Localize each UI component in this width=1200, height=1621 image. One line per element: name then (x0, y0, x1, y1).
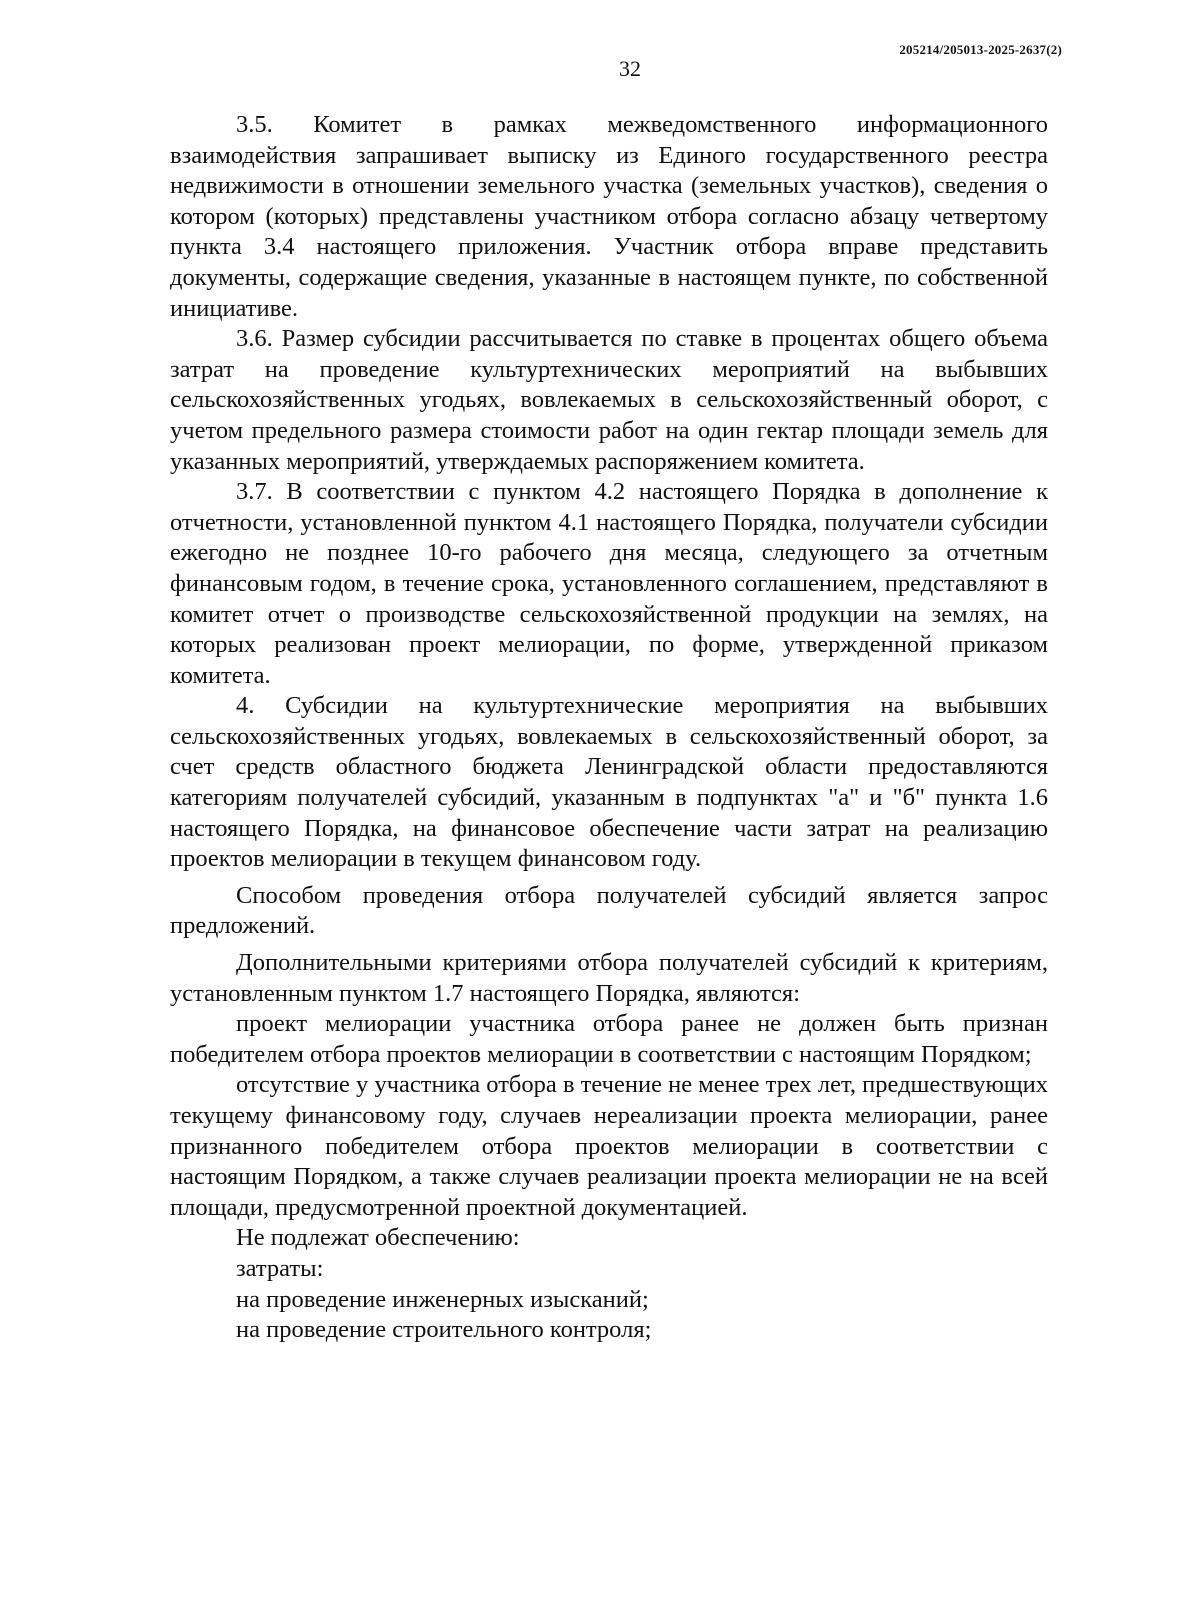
paragraph-criterion-2: отсутствие у участника отбора в течение не менее трех лет, предшествующих текущему финансовому году, случаев нереализации проекта мелиорации, ранее признанного победителем отбора проектов мелиорации в соответствии с настоящим Порядком, а также случаев реализации проекта мелиорации не на всей площади, предусмотренной проектной документацией. (170, 1071, 1048, 1221)
paragraph-3-7: 3.7. В соответствии с пунктом 4.2 настоящего Порядка в дополнение к отчетности, установленной пунктом 4.1 настоящего Порядка, получатели субсидии ежегодно не позднее 10-го рабочего дня месяца, следующего за отчетным финансовым годом, в течение срока, установленного соглашением, представляют в комитет отчет о производстве сельскохозяйственной продукции на землях, на которых реализован проект мелиорации, по форме, утвержденной приказом комитета. (170, 478, 1048, 689)
paragraph-engineering-surveys: на проведение инженерных изысканий; (236, 1285, 649, 1313)
document-reference-number: 205214/205013-2025-2637(2) (899, 42, 1062, 57)
paragraph-selection-method: Способом проведения отбора получателей субсидий является запрос предложений. (170, 881, 1048, 940)
paragraph-3-5: 3.5. Комитет в рамках межведомственного информационного взаимодействия запрашивает выписку из Единого государственного реестра недвижимости в отношении земельного участка (земельных участков), сведения о котором (которых) представлены участником отбора согласно абзацу четвертому пункта 3.4 настоящего приложения. Участник отбора вправе представить документы, содержащие сведения, указанные в настоящем пункте, по собственной инициативе. (170, 111, 1048, 322)
paragraph-costs: затраты: (236, 1254, 324, 1282)
paragraph-criterion-1: проект мелиорации участника отбора ранее не должен быть признан победителем отбора проектов мелиорации в соответствии с настоящим Порядком; (170, 1010, 1048, 1068)
paragraph-3-6: 3.6. Размер субсидии рассчитывается по ставке в процентах общего объема затрат на проведение культуртехнических мероприятий на выбывших сельскохозяйственных угодьях, вовлекаемых в сельскохозяйственный оборот, с учетом предельного размера стоимости работ на один гектар площади земель для указанных мероприятий, утверждаемых распоряжением комитета. (170, 325, 1048, 475)
paragraph-construction-control: на проведение строительного контроля; (236, 1316, 652, 1344)
paragraph-not-covered: Не подлежат обеспечению: (236, 1224, 520, 1252)
paragraph-4: 4. Субсидии на культуртехнические мероприятия на выбывших сельскохозяйственных угодьях, вовлекаемых в сельскохозяйственный оборот, за счет средств областного бюджета Ленинградской области предоставляются категориям получателей субсидий, указанным в подпунктах "а" и "б" пункта 1.6 настоящего Порядка, на финансовое обеспечение части затрат на реализацию проектов мелиорации в текущем финансовом году. (170, 692, 1048, 873)
page-number: 32 (619, 56, 641, 81)
document-body (170, 110, 1048, 1346)
paragraph-additional-criteria: Дополнительными критериями отбора получателей субсидий к критериям, установленным пунктом 1.7 настоящего Порядка, являются: (170, 949, 1048, 1007)
